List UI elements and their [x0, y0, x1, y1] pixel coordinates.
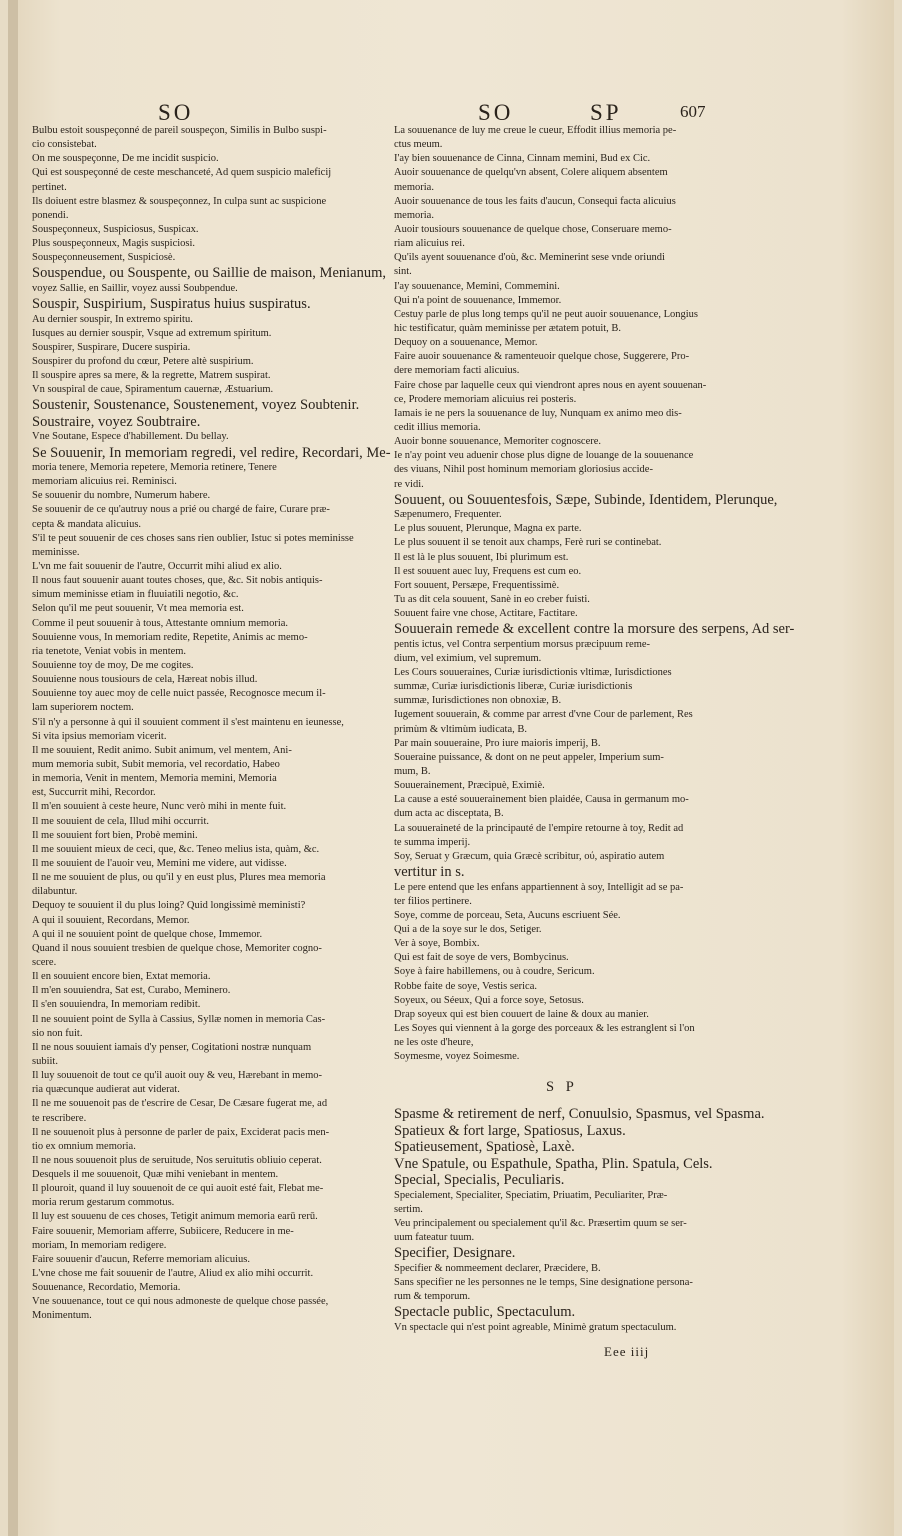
- entry-line: Qu'ils ayent souuenance d'où, &c. Meminerint sese vnde oriundi: [394, 252, 665, 264]
- entry-line: moria tenere, Memoria repetere, Memoria retinere, Tenere: [32, 462, 277, 474]
- entry-line: Souuienne vous, In memoriam redite, Repetite, Animis ac memo-: [32, 631, 308, 643]
- entry-line: Souuienne toy de moy, De me cogites.: [32, 660, 194, 671]
- entry-line: voyez Sallie, en Saillir, voyez aussi Soubpendue.: [32, 282, 238, 294]
- entry-line: Au dernier souspir, In extremo spiritu.: [32, 313, 193, 325]
- entry-line: meminisse.: [32, 546, 80, 558]
- entry-line: Les Cours souueraines, Curiæ iurisdictionis vltimæ, Iurisdictiones: [394, 667, 672, 679]
- entry-line: te rescribere.: [32, 1112, 87, 1124]
- entry-line: On me souspeçonne, De me incidit suspicio.: [32, 153, 219, 165]
- entry-line: Souuienne nous tousiours de cela, Hæreat nobis illud.: [32, 674, 258, 686]
- entry-line: Vne Spatule, ou Espathule, Spatha, Plin. Spatula, Cels.: [394, 1155, 713, 1172]
- entry-line: Iamais ie ne pers la souuenance de luy, Nunquam ex animo meo dis-: [394, 407, 682, 419]
- entry-line: Il nous faut souuenir auant toutes choses, que, &c. Sit nobis antiquis-: [32, 575, 323, 587]
- entry-line: pertinet.: [32, 181, 67, 193]
- entry-line: Soy, Seruat y Græcum, quia Græcè scribitur, ού, aspiratio autem: [394, 850, 665, 862]
- entry-line: Il ne me souuenoit pas de t'escrire de Cesar, De Cæsare fugerat me, ad: [32, 1098, 328, 1110]
- entry-line: Souspirer du profond du cœur, Petere altè suspirium.: [32, 355, 254, 367]
- entry-line: Qui a de la soye sur le dos, Setiger.: [394, 923, 542, 935]
- entry-line: Monimentum.: [32, 1310, 92, 1322]
- right-column: [394, 124, 795, 1335]
- entry-line: dilabuntur.: [32, 886, 78, 898]
- entry-line: dium, vel eximium, vel supremum.: [394, 652, 542, 664]
- binding-gutter: [8, 0, 18, 1536]
- entry-line: re vidi.: [394, 478, 424, 490]
- entry-line: Il ne me souuient de plus, ou qu'il y en eust plus, Plures mea memoria: [32, 872, 326, 884]
- signature-mark: Eee iiij: [604, 1344, 650, 1359]
- entry-line: Faire chose par laquelle ceux qui viendront apres nous en ayent souuenan-: [394, 379, 707, 391]
- entry-line: S'il n'y a personne à qui il souuient comment il s'est maintenu en ieunesse,: [32, 716, 344, 728]
- entry-line: mum memoria subit, Subit memoria, vel recordatio, Habeo: [32, 758, 280, 770]
- entry-line: Bulbu estoit souspeçonné de pareil souspeçon, Similis in Bulbo suspi-: [32, 125, 327, 136]
- entry-line: sint.: [394, 266, 412, 278]
- entry-line: A qui il ne souuient point de quelque chose, Immemor.: [32, 928, 263, 940]
- section-heading: S P: [546, 1079, 578, 1096]
- entry-line: Soymesme, voyez Soimesme.: [394, 1051, 520, 1063]
- entry-line: Vne souuenance, tout ce qui nous admoneste de quelque chose passée,: [32, 1296, 329, 1308]
- entry-line: Il me souuient de l'auoir veu, Memini me videre, aut vidisse.: [32, 857, 287, 869]
- entry-line: te summa imperij.: [394, 836, 471, 848]
- entry-line: Veu principalement ou specialement qu'il &c. Præsertim quum se ser-: [394, 1218, 687, 1230]
- entry-line: summæ, Iurisdictiones non obnoxiæ, B.: [394, 695, 562, 707]
- entry-line: in memoria, Venit in mentem, Memoria memini, Memoria: [32, 773, 277, 785]
- entry-line: Auoir souuenance de tous les faits d'aucun, Consequi facta alicuius: [394, 195, 676, 207]
- entry-line: Spatieux & fort large, Spatiosus, Laxus.: [394, 1122, 626, 1139]
- entry-line: Les Soyes qui viennent à la gorge des porceaux & les estranglent si l'on: [394, 1022, 695, 1034]
- entry-line: Se souuenir du nombre, Numerum habere.: [32, 490, 211, 502]
- entry-line: memoriam alicuius rei. Reminisci.: [32, 476, 177, 488]
- entry-line: Il est là le plus souuent, Ibi plurimum est.: [394, 551, 569, 563]
- entry-line: Cestuy parle de plus long temps qu'il ne peut auoir souuenance, Longius: [394, 308, 698, 320]
- entry-line: Dequoy te souuient il du plus loing? Quid longissimè meministi?: [32, 900, 306, 912]
- entry-line: Il me souuient fort bien, Probè memini.: [32, 829, 198, 841]
- running-head-left: SO: [158, 100, 194, 125]
- entry-line: Il ne nous souuient iamais d'y penser, Cogitationi nostræ nunquam: [32, 1041, 312, 1053]
- entry-line: Auoir bonne souuenance, Memoriter cognoscere.: [394, 436, 602, 448]
- entry-line: Sans specifier ne les personnes ne le temps, Sine designatione persona-: [394, 1277, 693, 1289]
- entry-line: Soustraire, voyez Soubtraire.: [32, 413, 201, 430]
- entry-line: Le plus souuent, Plerunque, Magna ex parte.: [394, 523, 582, 535]
- entry-line: Si vita ipsius memoriam vicerit.: [32, 730, 167, 742]
- entry-line: ria tenetote, Veniat vobis in mentem.: [32, 645, 187, 657]
- entry-line: Il luy souuenoit de tout ce qu'il auoit ouy & veu, Hærebant in memo-: [32, 1070, 323, 1082]
- entry-line: Soueraine puissance, & dont on ne peut appeler, Imperium sum-: [394, 751, 664, 763]
- entry-line: I'ay souuenance, Memini, Commemini.: [394, 280, 560, 292]
- entry-line: Qui est souspeçonné de ceste meschanceté, Ad quem suspicio maleficij: [32, 167, 332, 179]
- entry-line: Il ne souuient point de Sylla à Cassius, Syllæ nomen in memoria Cas-: [32, 1013, 326, 1025]
- entry-line: Soye, comme de porceau, Seta, Aucuns escriuent Sée.: [394, 909, 621, 921]
- page-number: 607: [680, 102, 706, 121]
- entry-line: Special, Specialis, Peculiaris.: [394, 1172, 565, 1189]
- entry-line: Vn spectacle qui n'est point agreable, Minimè gratum spectaculum.: [394, 1321, 677, 1333]
- entry-line: Plus souspeçonneux, Magis suspiciosi.: [32, 238, 196, 250]
- entry-line: ctus meum.: [394, 139, 443, 151]
- entry-line: hic testificatur, quàm meminisse per ætatem potuit, B.: [394, 322, 622, 334]
- entry-line: cio consistebat.: [32, 139, 97, 151]
- entry-line: Drap soyeux qui est bien couuert de laine & doux au manier.: [394, 1008, 649, 1020]
- entry-line: Dequoy on a souuenance, Memor.: [394, 337, 538, 349]
- entry-line: Soustenir, Soustenance, Soustenement, voyez Soubtenir.: [32, 397, 360, 414]
- entry-line: dere memoriam facti alicuius.: [394, 365, 520, 377]
- entry-line: Fort souuent, Persæpe, Frequentissimè.: [394, 579, 560, 591]
- entry-line: Le plus souuent il se tenoit aux champs, Ferè ruri se continebat.: [394, 537, 662, 549]
- entry-line: La cause a esté souuerainement bien plaidée, Causa in germanum mo-: [394, 794, 689, 806]
- entry-line: Souuent, ou Souuentesfois, Sæpe, Subinde, Identidem, Plerunque,: [394, 491, 778, 508]
- entry-line: sio non fuit.: [32, 1027, 83, 1039]
- entry-line: Il me souuient, Redit animo. Subit animum, vel mentem, Ani-: [32, 744, 292, 756]
- entry-line: Par main souueraine, Pro iure maioris imperij, B.: [394, 737, 601, 749]
- entry-line: est, Succurrit mihi, Recordor.: [32, 787, 156, 799]
- entry-line: Desquels il me souuenoit, Quæ mihi veniebant in mentem.: [32, 1169, 279, 1181]
- entry-line: Specialement, Specialiter, Speciatim, Priuatim, Peculiariter, Præ-: [394, 1189, 668, 1201]
- entry-line: mum, B.: [394, 766, 431, 778]
- entry-line: Il m'en souuient à ceste heure, Nunc verò mihi in mente fuit.: [32, 801, 287, 813]
- entry-line: Comme il peut souuenir à tous, Attestante omnium memoria.: [32, 617, 289, 629]
- entry-line: Quand il nous souuient tresbien de quelque chose, Memoriter cogno-: [32, 942, 322, 954]
- entry-line: Il s'en souuiendra, In memoriam redibit.: [32, 999, 201, 1011]
- entry-line: memoria.: [394, 181, 434, 193]
- entry-line: Il ne nous souuenoit plus de seruitude, Nos seruitutis obliuio ceperat.: [32, 1154, 322, 1166]
- running-head-middle: SO: [478, 100, 514, 125]
- entry-line: Souspirer, Suspirare, Ducere suspiria.: [32, 341, 191, 353]
- entry-line: Vn souspiral de caue, Spiramentum cauernæ, Æstuarium.: [32, 384, 274, 396]
- entry-line: subiit.: [32, 1055, 58, 1067]
- entry-line: ne les oste d'heure,: [394, 1037, 474, 1049]
- entry-line: Selon qu'il me peut souuenir, Vt mea memoria est.: [32, 603, 244, 615]
- entry-line: Spatieusement, Spatiosè, Laxè.: [394, 1139, 575, 1156]
- entry-line: Auoir souuenance de quelqu'vn absent, Colere aliquem absentem: [394, 167, 668, 179]
- entry-line: ponendi.: [32, 209, 69, 221]
- entry-line: Le pere entend que les enfans appartiennent à soy, Intelligit ad se pa-: [394, 881, 684, 893]
- entry-line: moria rerum gestarum commotus.: [32, 1197, 175, 1209]
- entry-line: Iusques au dernier souspir, Vsque ad extremum spiritum.: [32, 327, 272, 339]
- entry-line: moriam, In memoriam redigere.: [32, 1239, 167, 1251]
- entry-line: Il me souuient mieux de ceci, que, &c. Teneo melius ista, quàm, &c.: [32, 843, 320, 855]
- entry-line: Specifier, Designare.: [394, 1245, 516, 1262]
- entry-line: Il m'en souuiendra, Sat est, Curabo, Meminero.: [32, 985, 231, 997]
- book-page: [8, 0, 894, 1536]
- entry-line: Souspeçonneux, Suspiciosus, Suspicax.: [32, 223, 199, 235]
- entry-line: Il est souuent auec luy, Frequens est cum eo.: [394, 565, 582, 577]
- entry-line: Robbe faite de soye, Vestis serica.: [394, 980, 537, 992]
- entry-line: Ils doiuent estre blasmez & souspeçonnez, In culpa sunt ac suspicione: [32, 195, 327, 207]
- entry-line: rum & temporum.: [394, 1291, 471, 1303]
- entry-line: lam superiorem noctem.: [32, 702, 134, 714]
- entry-line: cepta & mandata alicuius.: [32, 518, 142, 530]
- entry-line: Faire auoir souuenance & ramenteuoir quelque chose, Suggerere, Pro-: [394, 351, 690, 363]
- entry-line: Souspir, Suspirium, Suspiratus huius suspiratus.: [32, 296, 311, 313]
- entry-line: Souuerainement, Præcipuè, Eximiè.: [394, 780, 545, 792]
- entry-line: Se Souuenir, In memoriam regredi, vel redire, Recordari, Me-: [32, 444, 391, 461]
- entry-line: La souuenance de luy me creue le cueur, Effodit illius memoria pe-: [394, 125, 677, 136]
- entry-line: Ie n'ay point veu aduenir chose plus digne de louange de la souuenance: [394, 450, 694, 462]
- entry-line: Se souuenir de ce qu'autruy nous a prié ou chargé de faire, Curare præ-: [32, 504, 330, 516]
- entry-line: Il ne souuenoit plus à personne de parler de paix, Exciderat pacis men-: [32, 1126, 330, 1138]
- entry-line: primùm & vltimùm iudicata, B.: [394, 723, 527, 735]
- entry-line: scere.: [32, 956, 57, 968]
- entry-line: Souuienne toy auec moy de celle nuict passée, Recognosce mecum il-: [32, 688, 326, 700]
- entry-line: Il luy est souuenu de ces choses, Tetigit animum memoria earū rerū.: [32, 1211, 318, 1223]
- entry-line: cedit illius memoria.: [394, 421, 481, 433]
- entry-line: des viuans, Nihil post hominum memoriam gloriosius accide-: [394, 464, 653, 476]
- entry-line: Ver à soye, Bombix.: [394, 938, 480, 950]
- entry-line: Il en souuient encore bien, Extat memoria.: [32, 971, 211, 983]
- entry-line: Tu as dit cela souuent, Sanè in eo creber fuisti.: [394, 594, 590, 605]
- entry-line: Iugement souuerain, & comme par arrest d'vne Cour de parlement, Res: [394, 709, 693, 721]
- entry-line: Il me souuient de cela, Illud mihi occurrit.: [32, 815, 209, 827]
- entry-line: ter filios pertinere.: [394, 895, 472, 907]
- entry-line: Il souspire apres sa mere, & la regrette, Matrem suspirat.: [32, 370, 271, 382]
- entry-line: pentis ictus, vel Contra serpentium morsus præcipuum reme-: [394, 638, 651, 650]
- entry-line: I'ay bien souuenance de Cinna, Cinnam memini, Bud ex Cic.: [394, 153, 651, 165]
- entry-line: Auoir tousiours souuenance de quelque chose, Conseruare memo-: [394, 223, 672, 235]
- entry-line: A qui il souuient, Recordans, Memor.: [32, 914, 190, 926]
- entry-line: simum meminisse etiam in fluuiatili negotio, &c.: [32, 589, 239, 601]
- entry-line: Faire souuenir, Memoriam afferre, Subiicere, Reducere in me-: [32, 1225, 294, 1237]
- left-column: [32, 124, 391, 1324]
- entry-line: Souspendue, ou Souspente, ou Saillie de maison, Menianum,: [32, 265, 387, 282]
- entry-line: ce, Prodere memoriam alicuius rei posteris.: [394, 393, 577, 405]
- entry-line: Soyeux, ou Séeux, Qui a force soye, Setosus.: [394, 994, 584, 1006]
- entry-line: summæ, Curiæ iurisdictionis liberæ, Curiæ iurisdictionis: [394, 681, 633, 693]
- entry-line: Qui est fait de soye de vers, Bombycinus.: [394, 952, 569, 964]
- entry-line: Souuent faire vne chose, Actitare, Factitare.: [394, 608, 578, 620]
- entry-line: Spasme & retirement de nerf, Conuulsio, Spasmus, vel Spasma.: [394, 1106, 765, 1123]
- entry-line: riam alicuius rei.: [394, 238, 465, 250]
- entry-line: Souspeçonneusement, Suspiciosè.: [32, 252, 176, 264]
- entry-line: memoria.: [394, 209, 434, 221]
- entry-line: L'vn me fait souuenir de l'autre, Occurrit mihi aliud ex alio.: [32, 561, 282, 573]
- entry-line: Soye à faire habillemens, ou à coudre, Sericum.: [394, 966, 595, 978]
- entry-line: Sæpenumero, Frequenter.: [394, 509, 502, 521]
- entry-line: Spectacle public, Spectaculum.: [394, 1304, 576, 1321]
- entry-line: Il plouroit, quand il luy souuenoit de ce qui auoit esté fait, Flebat me-: [32, 1183, 324, 1195]
- entry-line: Faire souuenir d'aucun, Referre memoriam alicuius.: [32, 1253, 250, 1265]
- entry-line: tio ex omnium memoria.: [32, 1140, 136, 1152]
- entry-line: uum fateatur tuum.: [394, 1232, 475, 1244]
- entry-line: La souueraineté de la principauté de l'empire retourne à toy, Redit ad: [394, 822, 684, 834]
- entry-line: dum acta ac disceptata, B.: [394, 808, 504, 820]
- entry-line: S'il te peut souuenir de ces choses sans rien oublier, Istuc si potes meminisse: [32, 532, 354, 544]
- entry-line: Qui n'a point de souuenance, Immemor.: [394, 294, 562, 306]
- entry-line: Souuerain remede & excellent contre la morsure des serpens, Ad ser-: [394, 621, 795, 638]
- entry-line: Vne Soutane, Espece d'habillement. Du bellay.: [32, 431, 229, 443]
- running-head-right: SP: [590, 100, 622, 125]
- entry-line: L'vne chose me fait souuenir de l'autre, Aliud ex alio mihi occurrit.: [32, 1268, 314, 1280]
- entry-line: Souuenance, Recordatio, Memoria.: [32, 1282, 181, 1294]
- entry-line: Specifier & nommeement declarer, Præcidere, B.: [394, 1262, 601, 1274]
- entry-line: ria quæcunque audierat aut viderat.: [32, 1084, 180, 1096]
- entry-line: sertim.: [394, 1204, 423, 1215]
- entry-line: vertitur in s.: [394, 864, 465, 881]
